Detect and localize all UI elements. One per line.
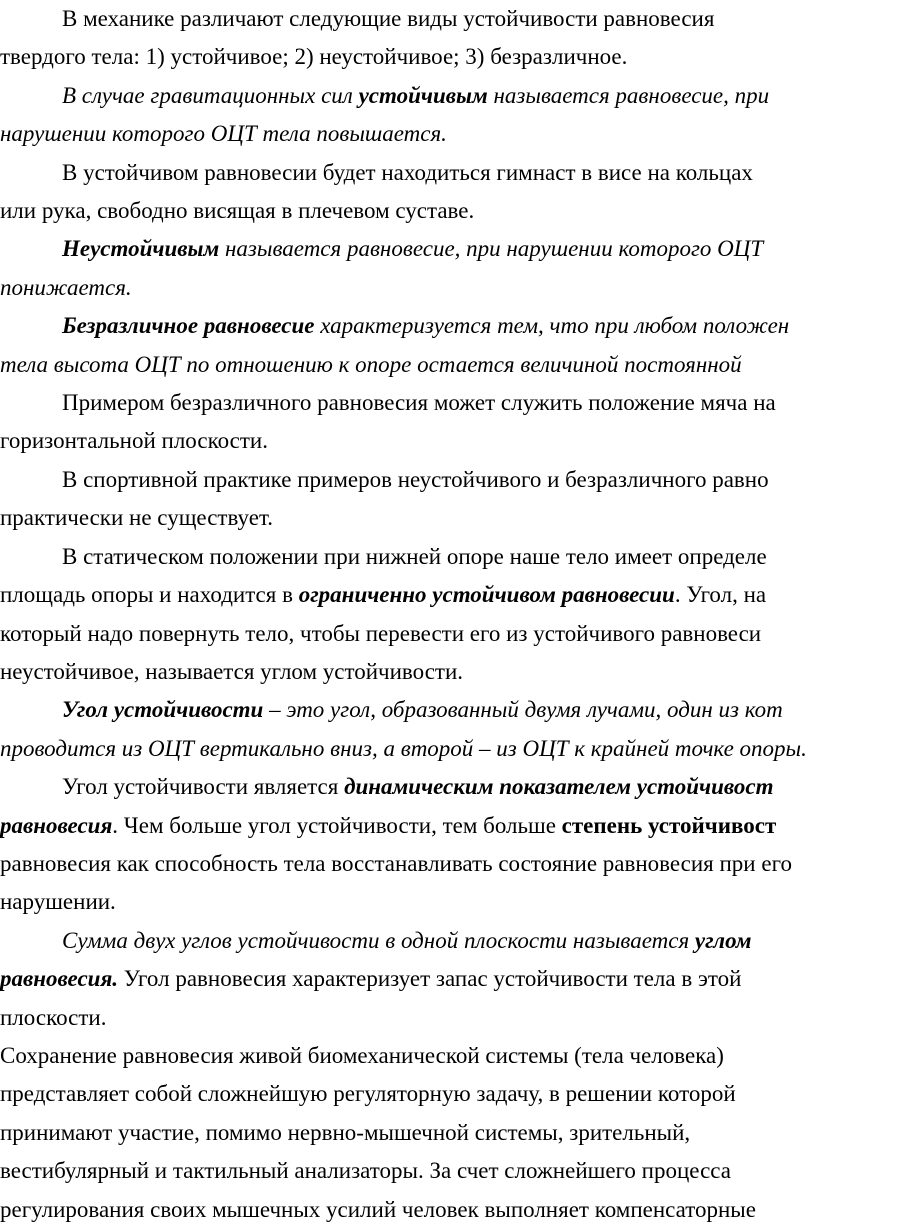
bold-term: равновесия — [0, 812, 113, 838]
text-line: В устойчивом равновесии будет находиться гимнаст в висе на кольцах — [62, 159, 753, 185]
text-line — [0, 730, 900, 768]
bold-term: равновесия. — [0, 966, 119, 992]
text-line: представляет собой сложнейшую регуляторную задачу, в решении которой — [0, 1081, 736, 1107]
paragraph-10 — [0, 768, 900, 922]
paragraph-1 — [0, 0, 900, 77]
text-line: регулирования своих мышечных усилий человек выполняет компенсаторные — [0, 1196, 756, 1222]
text-line: Примером безразличного равновесия может служить положение мяча на — [62, 390, 776, 416]
plain-text: . Угол, на — [674, 582, 767, 608]
italic-text: нарушении которого ОЦТ тела повышается. — [0, 121, 447, 147]
text-line: который надо повернуть тело, чтобы перевести его из устойчивого равновеси — [0, 620, 762, 646]
text-line: практически не существует. — [0, 505, 274, 531]
text-line: плоскости. — [0, 1004, 107, 1030]
text-line — [0, 115, 900, 153]
text-line — [0, 807, 900, 845]
bold-term: Безразличное равновесие — [62, 313, 315, 339]
paragraph-4 — [0, 230, 900, 307]
text-line — [0, 346, 900, 384]
plain-text: . Чем больше угол устойчивости, тем больше — [112, 812, 562, 838]
italic-text: характеризуется тем, что при любом положен — [314, 313, 790, 339]
text-line: равновесия как способность тела восстанавливать состояние равновесия при его — [0, 850, 792, 876]
paragraph-11 — [0, 922, 900, 1037]
paragraph-12 — [0, 1037, 900, 1229]
text-line — [0, 307, 900, 345]
plain-text: Угол устойчивости является — [62, 774, 345, 800]
bold-term: ограниченно устойчивом равновесии — [298, 582, 675, 608]
plain-text: площадь опоры и находится в — [0, 582, 299, 608]
text-line: принимают участие, помимо нервно-мышечной системы, зрительный, — [0, 1119, 691, 1145]
text-line: В статическом положении при нижней опоре наше тело имеет определе — [62, 543, 767, 569]
paragraph-5 — [0, 307, 900, 384]
paragraph-3 — [0, 154, 900, 231]
text-line — [0, 576, 900, 614]
text-line — [0, 691, 900, 729]
text-line: горизонтальной плоскости. — [0, 428, 268, 454]
bold-term: динамическим показателем устойчивост — [344, 774, 774, 800]
bold-term: Угол устойчивости — [62, 697, 264, 723]
italic-text: называется равновесие, при нарушении которого ОЦТ — [219, 236, 764, 262]
paragraph-6 — [0, 384, 900, 461]
text-line: вестибулярный и тактильный анализаторы. За счет сложнейшего процесса — [0, 1158, 731, 1184]
text-line: Сохранение равновесия живой биомеханической системы (тела человека) — [0, 1042, 724, 1068]
text-line — [0, 230, 900, 268]
text-line — [0, 960, 900, 998]
italic-text: Сумма двух углов устойчивости в одной плоскости называется — [62, 927, 695, 953]
text-line: или рука, свободно висящая в плечевом суставе. — [0, 198, 475, 224]
text-line: твердого тела: 1) устойчивое; 2) неустойчивое; 3) безразличное. — [0, 44, 628, 70]
italic-text: – это угол, образованный двумя лучами, один из кот — [263, 697, 783, 723]
text-line: В спортивной практике примеров неустойчивого и безразличного равно — [62, 466, 769, 492]
paragraph-8 — [0, 538, 900, 692]
text-line: нарушении. — [0, 889, 116, 915]
italic-text: проводится из ОЦТ вертикально вниз, а второй – из ОЦТ к крайней точке опоры. — [0, 735, 807, 761]
italic-text: тела высота ОЦТ по отношению к опоре остается величиной постоянной — [0, 351, 742, 377]
text-line — [0, 922, 900, 960]
bold-term: Неустойчивым — [62, 236, 220, 262]
bold-term: устойчивым — [358, 82, 488, 108]
italic-text: называется равновесие, при — [487, 82, 770, 108]
italic-text: понижается. — [0, 274, 132, 300]
paragraph-7 — [0, 461, 900, 538]
plain-text: Угол равновесия характеризует запас устойчивости тела в этой — [118, 966, 742, 992]
bold-term: углом — [694, 927, 752, 953]
paragraph-2 — [0, 77, 900, 154]
text-line — [0, 269, 900, 307]
text-line — [0, 77, 900, 115]
text-line — [0, 768, 900, 806]
paragraph-9 — [0, 691, 900, 768]
text-line: неустойчивое, называется углом устойчивости. — [0, 658, 464, 684]
text-line: В механике различают следующие виды устойчивости равновесия — [62, 6, 715, 31]
italic-text: В случае гравитационных сил — [62, 82, 359, 108]
bold-term: степень устойчивост — [561, 812, 777, 838]
